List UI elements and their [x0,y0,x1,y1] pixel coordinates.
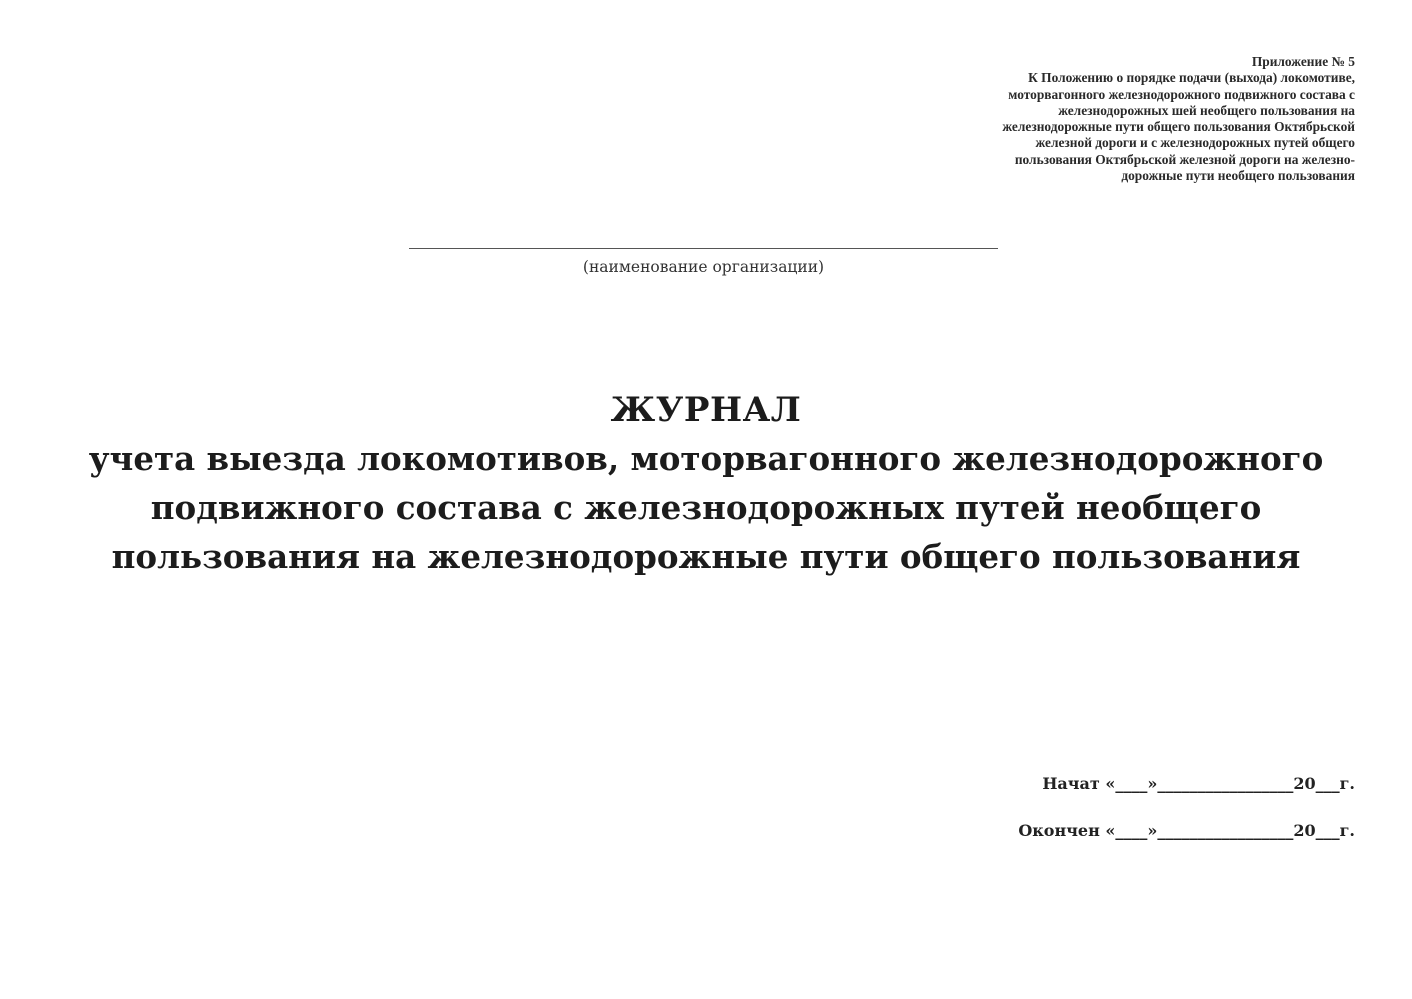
appendix-line: железнодорожных шей необщего пользования на [1058,102,1355,118]
appendix-line: моторвагонного железнодорожного подвижного состава с [1008,86,1355,102]
journal-subtitle-line: пользования на железнодорожные пути общего пользования [111,537,1301,576]
started-date: Начат «____»_________________20___г. [1042,774,1355,793]
appendix-line: пользования Октябрьской железной дороги на железно- [1014,151,1355,167]
journal-subtitle-line: подвижного состава с железнодорожных путей необщего [150,488,1262,527]
appendix-line: дорожные пути необщего пользования [1121,168,1355,184]
journal-subtitle-line: учета выезда локомотивов, моторвагонного железнодорожного [88,439,1324,478]
appendix-block [885,54,1355,184]
finished-date: Окончен «____»_________________20___г. [1018,821,1355,840]
appendix-line: Приложение № 5 [1251,54,1355,69]
organization-caption: (наименование организации) [582,258,825,276]
appendix-line: железнодорожные пути общего пользования Октябрьской [1002,119,1355,135]
journal-title-block [40,386,1372,581]
appendix-line: железной дороги и с железнодорожных путей общего [1035,135,1355,151]
journal-dates [1018,772,1355,866]
journal-title: ЖУРНАЛ [610,390,802,430]
organization-name-line [409,248,998,249]
appendix-line: К Положению о порядке подачи (выхода) локомотиве, [1028,70,1355,86]
